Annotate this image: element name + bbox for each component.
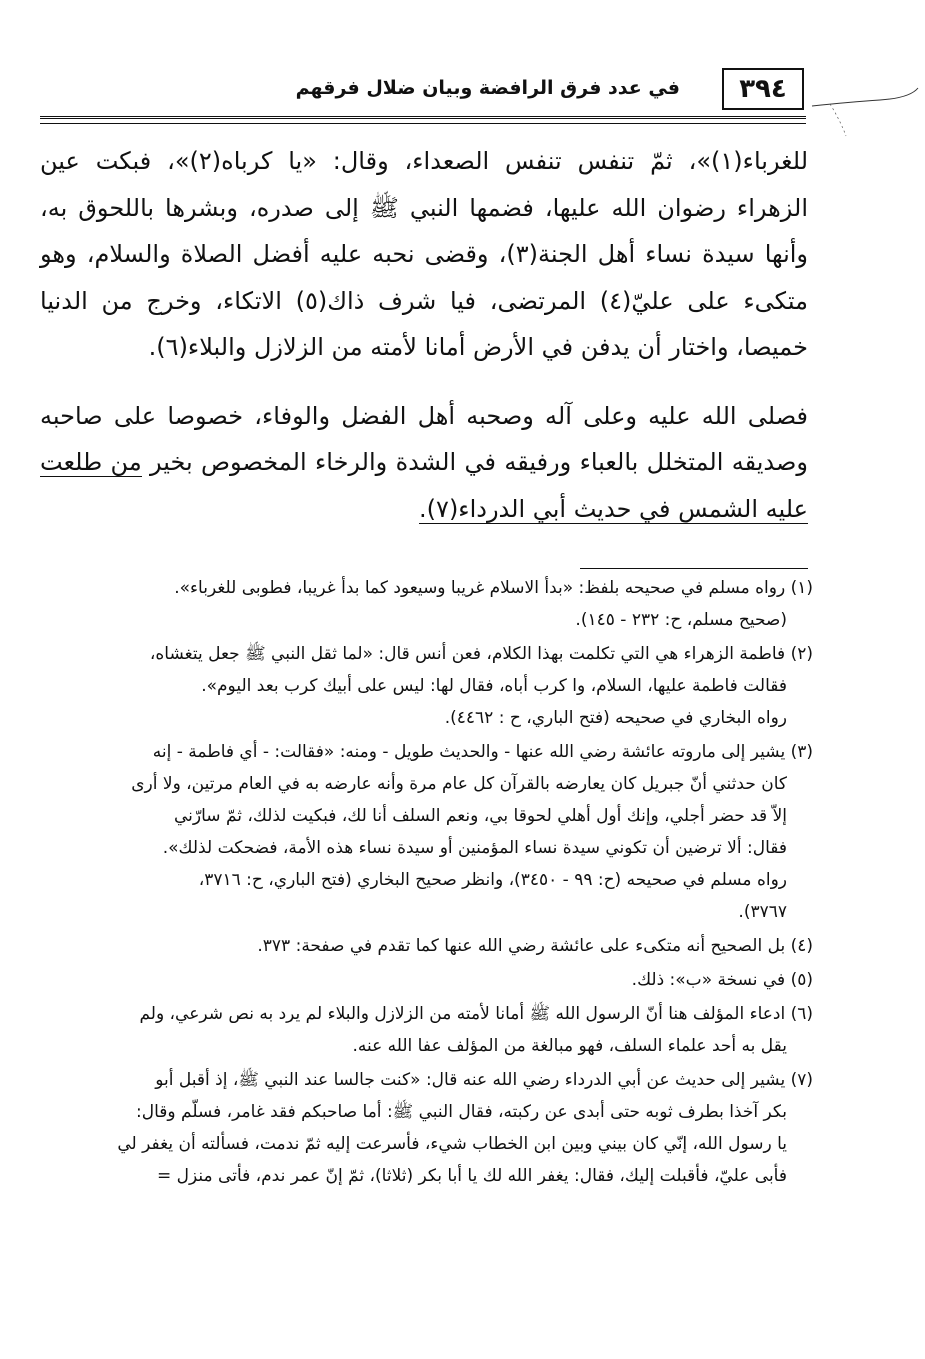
margin-scribble-mark xyxy=(810,80,920,140)
footnote-4 xyxy=(40,930,813,962)
footnote-5 xyxy=(40,964,813,996)
footnote-line: (٥) في نسخة «ب»: ذلك. xyxy=(631,970,813,990)
footnote-line: ٣٧٦٧). xyxy=(738,902,787,922)
footnote-6 xyxy=(40,998,813,1062)
page-number-text: ٣٩٤ xyxy=(739,74,787,104)
body-paragraph-2 xyxy=(40,393,808,533)
footnote-2 xyxy=(40,638,813,734)
footnote-1 xyxy=(40,572,813,636)
footnote-line: بكر آخذا بطرف ثوبه حتى أبدى عن ركبته، فقال النبي ﷺ: أما صاحبكم فقد غامر، فسلّم وقال: xyxy=(136,1102,787,1122)
footnote-line: يا رسول الله، إنّي كان بيني وبين ابن الخطاب شيء، فأسرعت إليه ثمّ ندمت، فسألته أن يغفر لي xyxy=(117,1134,787,1154)
main-text xyxy=(40,138,808,532)
footnote-line: فأبى عليّ، فأقبلت إليك، فقال: يغفر الله لك يا أبا بكر (ثلاثا)، ثمّ إنّ عمر ندم، فأتى منزل = xyxy=(157,1166,787,1186)
footnotes xyxy=(40,572,813,1192)
page-number xyxy=(722,68,804,110)
footnote-line: فقالت فاطمة عليها، السلام، وا كرب أباه، فقال لها: ليس على أبيك كرب بعد اليوم». xyxy=(201,676,787,696)
body-paragraph-2-text: فصلى الله عليه وعلى آله وصحبه أهل الفضل والوفاء، خصوصا على صاحبه وصديقه المتخلل بالعباء ورفيقه في الشدة والرخاء المخصوص بخير xyxy=(40,401,808,476)
body-paragraph-1: للغرباء(١)»، ثمّ تنفس تنفس الصعداء، وقال: «يا كرباه(٢)»، فبكت عين الزهراء رضوان الله عليها، فضمها النبي ﷺ إلى صدره، وبشرها باللحوق به، وأنها سيدة نساء أهل الجنة(٣)، وقضى نحبه عليه أفضل الصلاة والسلام، وهو متكىء على عليّ(٤) المرتضى، فيا شرف ذاك(٥) الاتكاء، وخرج من الدنيا خميصا، واختار أن يدفن في الأرض أمانا لأمته من الزلازل والبلاء(٦). xyxy=(40,147,809,361)
footnote-line: رواه البخاري في صحيحه (فتح الباري، ح : ٤٤٦٢). xyxy=(444,708,787,728)
footnote-line: يقل به أحد علماء السلف، فهو مبالغة من المؤلف عفا الله عنه. xyxy=(352,1036,787,1056)
footnote-line: (٣) يشير إلى ماروته عائشة رضي الله عنها - والحديث طويل - ومنه: «فقالت: - أي فاطمة - إنه xyxy=(152,742,813,762)
footnote-line: (٢) فاطمة الزهراء هي التي تكلمت بهذا الكلام، فعن أنس قال: «لما ثقل النبي ﷺ جعل يتغشاه، xyxy=(149,644,813,664)
footnote-separator-rule xyxy=(580,568,808,569)
running-title: في عدد فرق الرافضة وبيان ضلال فرقهم xyxy=(295,77,680,99)
footnote-line: إلاّ قد حضر أجلي، وإنك أول أهلي لحوقا بي، ونعم السلف أنا لك، فبكيت لذلك، ثمّ سارّني xyxy=(174,806,787,826)
footnote-line: كان حدثني أنّ جبريل كان يعارضه بالقرآن كل عام مرة وأنه عارضه به في العام مرتين، ولا أرى xyxy=(131,774,787,794)
footnote-line: رواه مسلم في صحيحه (ح: ٩٩ - ٣٤٥٠)، وانظر صحيح البخاري (فتح الباري، ح: ٣٧١٦، xyxy=(198,870,787,890)
footnote-line: (٤) بل الصحيح أنه متكىء على عائشة رضي الله عنها كما تقدم في صفحة: ٣٧٣. xyxy=(257,936,813,956)
footnote-7 xyxy=(40,1064,813,1192)
footnote-line: (٧) يشير إلى حديث عن أبي الدرداء رضي الله عنه قال: «كنت جالسا عند النبي ﷺ، إذ أقبل أبو xyxy=(155,1070,813,1090)
footnote-line: (٦) ادعاء المؤلف هنا أنّ الرسول الله ﷺ أمانا لأمته من الزلازل والبلاء لم يرد به نص شرعي، ولم xyxy=(139,1004,813,1024)
underlined-closing-line: من طلعت عليه الشمس في حديث أبي الدرداء(٧). xyxy=(40,448,808,523)
footnote-3 xyxy=(40,736,813,928)
footnote-line: (١) رواه مسلم في صحيحه بلفظ: «بدأ الاسلام غريبا وسيعود كما بدأ غريبا، فطوبى للغرباء». xyxy=(174,578,813,598)
footnote-line: فقال: ألا ترضين أن تكوني سيدة نساء المؤمنين أو سيدة نساء هذه الأمة، فضحكت لذلك». xyxy=(162,838,787,858)
footnote-line: (صحيح مسلم، ح: ٢٣٢ - ١٤٥). xyxy=(575,610,787,630)
header-rule-thin xyxy=(40,123,806,124)
header-rule xyxy=(40,116,806,119)
